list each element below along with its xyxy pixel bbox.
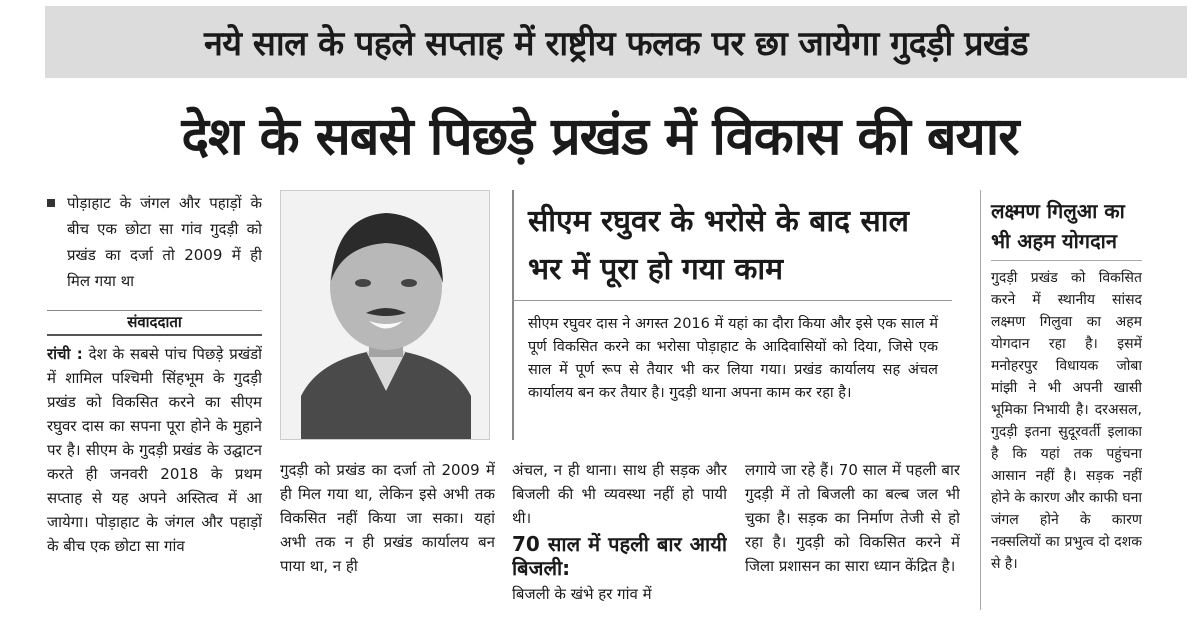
column-4-text: लगाये जा रहे हैं। 70 साल में पहली बार गुदड़ी में तो बिजली का बल्ब जल भी चुका है। सड़क का निर्माण तेजी से हो रहा है। गुदड़ी को विकसित करने में जिला प्रशासन का सारा ध्यान केंद्रित है। — [745, 461, 960, 575]
highlight-text: पोड़ाहाट के जंगल और पहाड़ों के बीच एक छोटा सा गांव गुदड़ी को प्रखंड का दर्जा तो 2009 में ही मिल गया था — [67, 194, 262, 290]
portrait-photo-icon — [280, 190, 490, 440]
article-column-2 — [280, 458, 495, 608]
column-2-text: गुदड़ी को प्रखंड का दर्जा तो 2009 में ही मिल गया था, लेकिन इसे अभी तक विकसित नहीं किया जा सका। यहां अभी तक न ही प्रखंड कार्यालय बन पाया था, न ही — [280, 461, 495, 575]
column-3-text-2: बिजली के खंभे हर गांव में — [512, 585, 652, 603]
intro-paragraph: सीएम रघुवर दास ने अगस्त 2016 में यहां का दौरा किया और इसे एक साल में पूर्ण विकसित करने का भरोसा पोड़ाहाट के आदिवासियों को दिया, जिसे एक साल में पूर्ण रूप से तैयार भी कर लिया गया। प्रखंड कार्यालय सह अंचल कार्यालय बन कर तैयार है। गुदड़ी थाना अपना काम कर रहा है। — [512, 300, 952, 440]
sidebar-story — [980, 190, 1142, 610]
sidebar-title: लक्ष्मण गिलुआ का भी अहम योगदान — [991, 196, 1142, 261]
kicker-headline: नये साल के पहले सप्ताह में राष्ट्रीय फलक पर छा जायेगा गुदड़ी प्रखंड — [45, 6, 1187, 78]
square-bullet-icon — [47, 199, 55, 207]
main-headline: देश के सबसे पिछड़े प्रखंड में विकास की बयार — [181, 106, 1019, 167]
column-3-subheading: 70 साल में पहली बार आयी बिजली: — [512, 532, 727, 580]
column-3-text: अंचल, न ही थाना। साथ ही सड़क और बिजली की भी व्यवस्था नहीं हो पायी थी। — [512, 461, 727, 527]
byline: संवाददाता — [127, 313, 182, 331]
sidebar-text: गुदड़ी प्रखंड को विकसित करने में स्थानीय सांसद लक्ष्मण गिलुवा का अहम योगदान रहा है। इसमें मनोहरपुर विधायक जोबा मांझी ने भी अपनी खासी भूमिका निभायी है। दरअसल, गुदड़ी इतना सुदूरवर्ती इलाका है कि यहां तक पहुंचना आसान नहीं है। सड़क नहीं होने के कारण और काफी घना जंगल होने के कारण नक्सलियों का प्रभुत्व दो दशक से है। — [991, 270, 1142, 572]
article-column-4 — [745, 458, 960, 608]
article-column-3 — [512, 458, 727, 608]
column-1-text: देश के सबसे पांच पिछड़े प्रखंडों में शामिल पश्चिमी सिंहभूम के गुदड़ी प्रखंड को विकसित करने का सीएम रघुवर दास का सपना पूरा होने के मुहाने पर है। सीएम के गुदड़ी प्रखंड के उद्घाटन करते ही जनवरी 2018 के प्रथम सप्ताह से यह अपने अस्तित्व में आ जायेगा। पोड़ाहाट के जंगल और पहाड़ों के बीच एक छोटा सा गांव — [47, 345, 262, 555]
byline-bar — [47, 310, 262, 336]
highlight-box — [47, 190, 262, 298]
dateline: रांची : — [47, 345, 83, 363]
article-column-1 — [47, 342, 262, 612]
subheadline: सीएम रघुवर के भरोसे के बाद साल भर में पूरा हो गया काम — [512, 190, 952, 300]
